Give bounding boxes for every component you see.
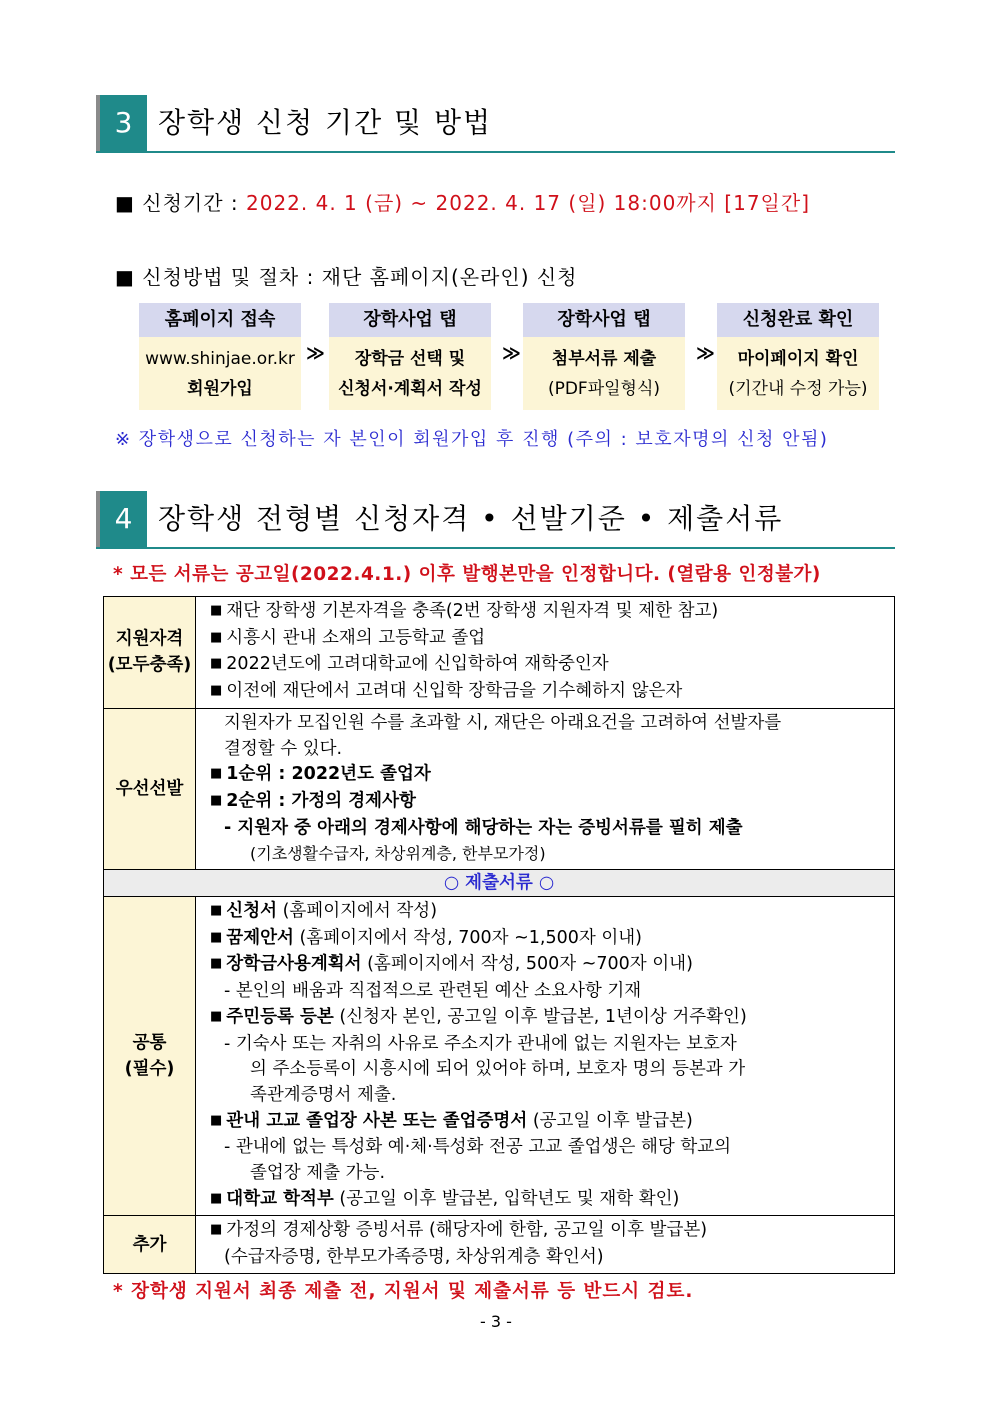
list-item: ■ 1순위 : 2022년도 졸업자	[210, 762, 888, 789]
row-label: 우선선발	[104, 708, 196, 869]
row-label-line1: 공통	[132, 1033, 167, 1054]
list-item	[210, 1109, 888, 1136]
section-number: 3	[96, 95, 147, 151]
list-item	[210, 899, 888, 926]
row-label: 추가	[104, 1216, 196, 1273]
period-line	[115, 187, 810, 216]
list-item	[210, 1187, 888, 1214]
flow-step-line1: www.shinjae.or.kr	[145, 349, 295, 369]
flow-step-body	[523, 337, 685, 410]
item-detail: (신청자 본인, 공고일 이후 발급본, 1년이상 거주확인)	[333, 1006, 747, 1027]
list-item: ■ 이전에 재단에서 고려대 신입학 장학금을 기수혜하지 않은자	[210, 679, 888, 706]
row-label	[104, 897, 196, 1216]
flow-step-head: 홈페이지 접속	[139, 303, 301, 337]
flow-step-body	[717, 337, 879, 410]
method-line: ■ 신청방법 및 절차 : 재단 홈페이지(온라인) 신청	[115, 265, 578, 289]
documents-band: ○ 제출서류 ○	[104, 870, 895, 897]
item-title: 관내 고교 졸업장 사본 또는 졸업증명서	[226, 1110, 528, 1131]
flow-step-line1: 첨부서류 제출	[551, 349, 657, 369]
requirements-table	[103, 596, 895, 1274]
row-label-line2: (필수)	[124, 1059, 175, 1080]
flow-step-3	[523, 303, 685, 410]
flow-arrow: ≫	[696, 343, 715, 364]
row-content	[196, 897, 895, 1216]
item-title: 장학금사용계획서	[226, 954, 362, 975]
sub-item-cont: 의 주소등록이 시흥시에 되어 있어야 하며, 보호자 명의 등본과 가	[250, 1059, 746, 1080]
flow-step-line2: (PDF파일형식)	[547, 379, 661, 399]
sub-item-detail: (기초생활수급자, 차상위계층, 한부모가정)	[250, 844, 546, 864]
row-content	[196, 1216, 895, 1273]
flow-step-head: 신청완료 확인	[717, 303, 879, 337]
item-detail: (홈페이지에서 작성, 500자 ~700자 이내)	[361, 954, 693, 975]
list-item	[210, 952, 888, 979]
flow-arrow: ≫	[502, 343, 521, 364]
section-title: 장학생 전형별 신청자격 • 선발기준 • 제출서류	[158, 502, 784, 535]
list-item: ■ 2순위 : 가정의 경제사항	[210, 789, 888, 816]
priority-intro: 지원자가 모집인원 수를 초과할 시, 재단은 아래요건을 고려하여 선발자를	[224, 712, 782, 733]
sub-item: - 관내에 없는 특성화 예·체·특성화 전공 고교 졸업생은 해당 학교의	[224, 1137, 732, 1158]
flow-step-line2: 회원가입	[187, 379, 253, 399]
priority-intro: 결정할 수 있다.	[224, 738, 343, 759]
sub-item-cont: 졸업장 제출 가능.	[250, 1163, 386, 1184]
notice-bottom: * 장학생 지원서 최종 제출 전, 지원서 및 제출서류 등 반드시 검토.	[113, 1281, 694, 1302]
section-title: 장학생 신청 기간 및 방법	[158, 106, 493, 139]
period-value: 2022. 4. 1 (금) ~ 2022. 4. 17 (일) 18:00까지 [17일간]	[246, 191, 811, 215]
flow-step-body	[329, 337, 491, 410]
row-content	[196, 597, 895, 709]
flow-step-line1: 장학금 선택 및	[354, 349, 466, 369]
flow-step-head: 장학사업 탭	[329, 303, 491, 337]
signup-note: ※ 장학생으로 신청하는 자 본인이 회원가입 후 진행 (주의 : 보호자명의 신청 안됨)	[115, 429, 829, 450]
sub-item: - 본인의 배움과 직접적으로 관련된 예산 소요사항 기재	[224, 981, 642, 1002]
flow-step-1	[139, 303, 301, 410]
sub-item: - 기숙사 또는 자취의 사유로 주소지가 관내에 없는 지원자는 보호자	[224, 1033, 737, 1054]
flow-step-head: 장학사업 탭	[523, 303, 685, 337]
table-row-band	[104, 870, 895, 897]
row-label-line2: (모두충족)	[107, 655, 192, 676]
item-detail: (공고일 이후 발급본, 입학년도 및 재학 확인)	[333, 1188, 680, 1209]
flow-step-4	[717, 303, 879, 410]
section-3-header	[96, 95, 895, 153]
item-detail: (공고일 이후 발급본)	[527, 1110, 693, 1131]
section-4-header	[96, 491, 895, 549]
table-row-priority	[104, 708, 895, 869]
item-detail: (홈페이지에서 작성, 700자 ~1,500자 이내)	[293, 927, 642, 948]
table-row-common	[104, 897, 895, 1216]
list-item	[210, 926, 888, 953]
list-item: ■ 가정의 경제상황 증빙서류 (해당자에 한함, 공고일 이후 발급본)	[210, 1218, 888, 1245]
table-row-qualification	[104, 597, 895, 709]
flow-step-line2: 신청서·계획서 작성	[338, 379, 482, 399]
list-item: ■ 2022년도에 고려대학교에 신입학하여 재학중인자	[210, 652, 888, 679]
item-detail: (홈페이지에서 작성)	[277, 901, 438, 922]
sub-item: - 지원자 중 아래의 경제사항에 해당하는 자는 증빙서류를 필히 제출	[224, 817, 743, 838]
flow-arrow: ≫	[306, 343, 325, 364]
item-title: 주민등록 등본	[226, 1006, 334, 1027]
item-title: 신청서	[226, 901, 278, 922]
sub-item-cont: 족관계증명서 제출.	[250, 1084, 397, 1105]
list-item	[210, 1005, 888, 1032]
table-row-extra	[104, 1216, 895, 1273]
notice-top: * 모든 서류는 공고일(2022.4.1.) 이후 발행본만을 인정합니다. (열람용 인정불가)	[113, 564, 821, 585]
period-label: ■ 신청기간 :	[115, 191, 246, 215]
item-title: 대학교 학적부	[226, 1188, 334, 1209]
item-title: 꿈제안서	[226, 927, 294, 948]
row-content	[196, 708, 895, 869]
list-item: ■ 시흥시 관내 소재의 고등학교 졸업	[210, 626, 888, 653]
flow-step-body	[139, 337, 301, 410]
row-label	[104, 597, 196, 709]
row-label-line1: 지원자격	[115, 629, 184, 650]
sub-item: (수급자증명, 한부모가족증명, 차상위계층 확인서)	[224, 1247, 604, 1268]
page-number: - 3 -	[480, 1312, 512, 1331]
flow-step-2	[329, 303, 491, 410]
section-number: 4	[96, 491, 147, 547]
flow-step-line1: 마이페이지 확인	[737, 349, 859, 369]
list-item: ■ 재단 장학생 기본자격을 충족(2번 장학생 지원자격 및 제한 참고)	[210, 599, 888, 626]
flow-step-line2: (기간내 수정 가능)	[728, 379, 868, 399]
